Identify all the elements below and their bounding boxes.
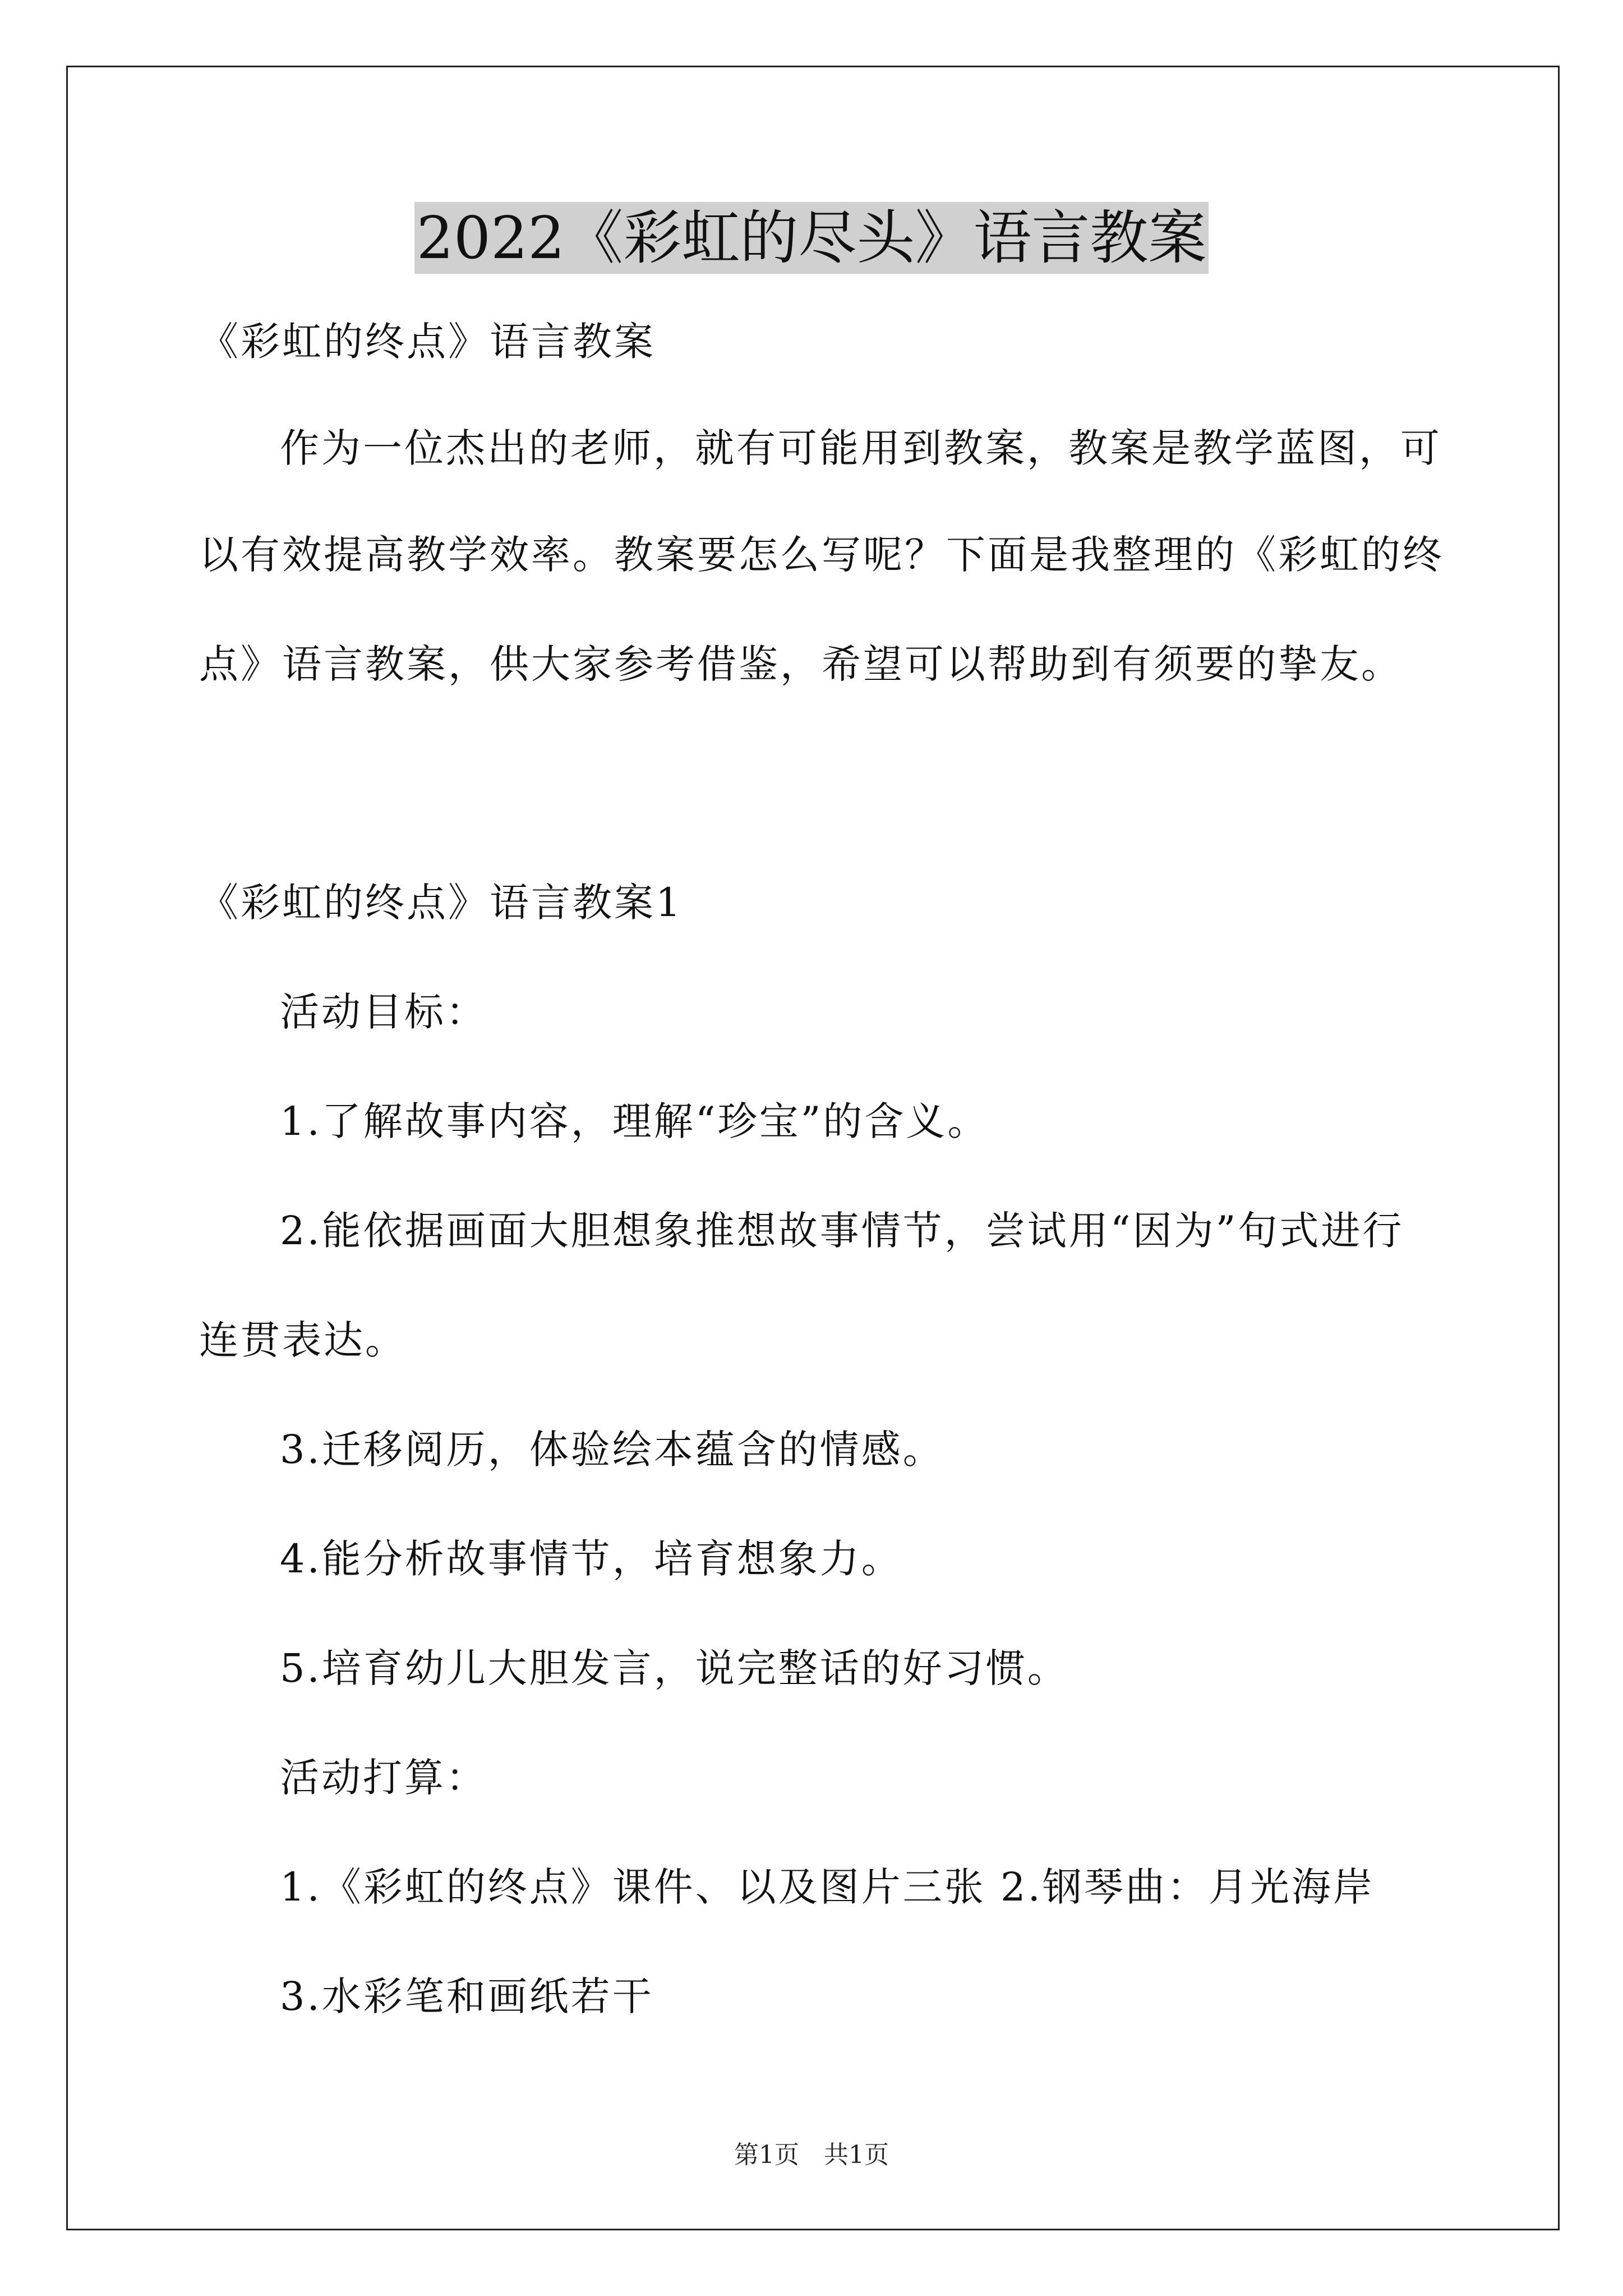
paragraph-line: 活动目标： xyxy=(280,989,487,1035)
paragraph-line: 以有效提高教学效率。教案要怎么写呢？下面是我整理的《彩虹的终 xyxy=(199,532,1444,578)
paragraph-line: 作为一位杰出的老师，就有可能用到教案，教案是教学蓝图，可 xyxy=(280,425,1442,471)
paragraph-line: 连贯表达。 xyxy=(199,1317,407,1363)
paragraph-line: 2.能依据画面大胆想象推想故事情节，尝试用“因为”句式进行 xyxy=(280,1208,1404,1254)
paragraph-line: 活动打算： xyxy=(280,1755,487,1801)
section-heading: 《彩虹的终点》语言教案1 xyxy=(199,880,683,926)
paragraph-line: 1.了解故事内容，理解“珍宝”的含义。 xyxy=(280,1098,989,1144)
paragraph-line: 点》语言教案，供大家参考借鉴，希望可以帮助到有须要的挚友。 xyxy=(199,641,1403,687)
paragraph-line: 3.迁移阅历，体验绘本蕴含的情感。 xyxy=(280,1427,944,1473)
title-container xyxy=(0,202,1623,274)
page-footer: 第1页 共1页 xyxy=(734,2141,889,2169)
paragraph-line: 3.水彩笔和画纸若干 xyxy=(280,1973,654,2019)
paragraph-line: 《彩虹的终点》语言教案 xyxy=(199,319,656,365)
paragraph-line: 1.《彩虹的终点》课件、以及图片三张 2.钢琴曲：月光海岸 xyxy=(280,1864,1375,1910)
paragraph-line: 4.能分析故事情节，培育想象力。 xyxy=(280,1536,903,1582)
document-title: 2022《彩虹的尽头》语言教案 xyxy=(414,202,1209,274)
paragraph-line: 5.培育幼儿大胆发言，说完整话的好习惯。 xyxy=(280,1645,1069,1691)
